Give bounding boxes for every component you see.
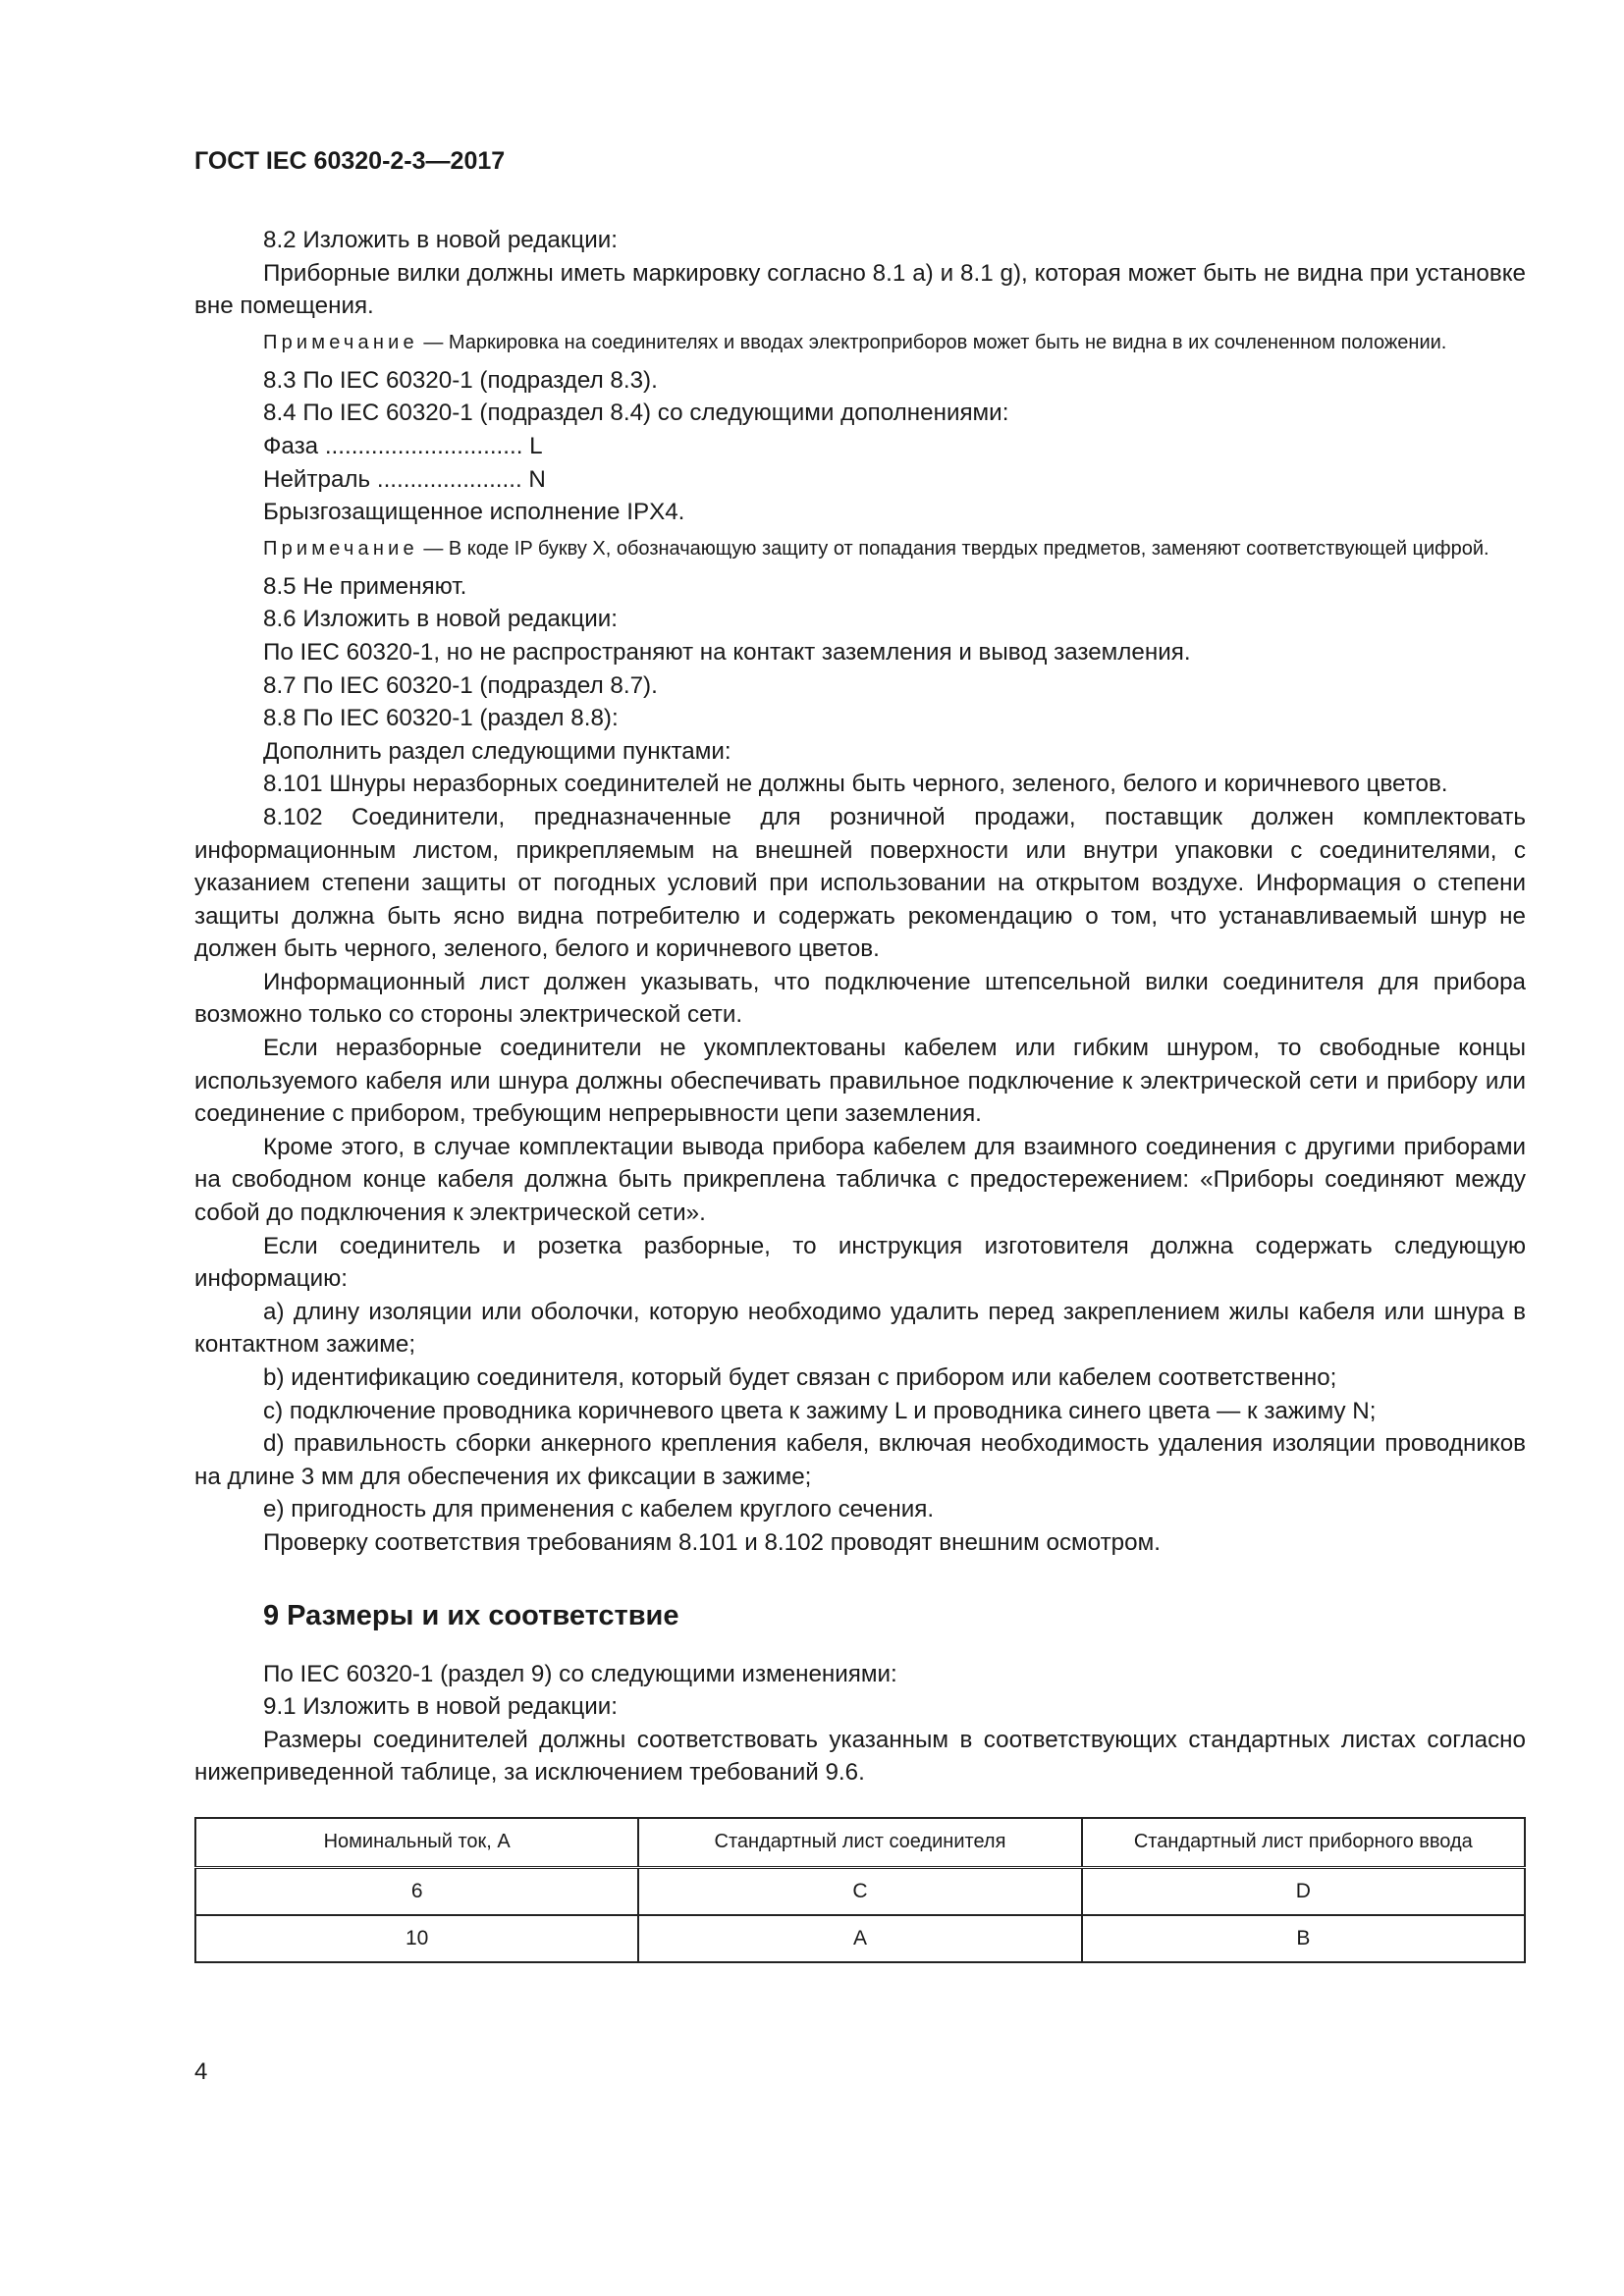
- info-sheet-paragraph: Информационный лист должен указывать, что подключение штепсельной вилки соединителя для прибора возможно только со стороны электрической сети.: [194, 968, 1526, 1029]
- list-item-c: c) подключение проводника коричневого цвета к зажиму L и проводника синего цвета — к зажиму N;: [263, 1397, 1377, 1424]
- clause-8-2-text: Приборные вилки должны иметь маркировку согласно 8.1 а) и 8.1 g), которая может быть не видна при установке вне помещения.: [194, 259, 1526, 320]
- document-code: ГОСТ IEC 60320-2-3—2017: [194, 147, 506, 175]
- table-header-cell: Стандартный лист соединителя: [638, 1818, 1081, 1868]
- clause-9-1-text: Размеры соединителей должны соответствовать указанным в соответствующих стандартных листах согласно нижеприведенной таблице, за исключением требований 9.6.: [194, 1726, 1526, 1787]
- non-rewirable-paragraph: Если неразборные соединители не укомплектованы кабелем или гибким шнуром, то свободные концы используемого кабеля или шнура должны обеспечивать правильное подключение к электрической сети и прибору или соединение с прибором, требующим непрерывности цепи заземления.: [194, 1035, 1526, 1128]
- neutral-line: Нейтраль ...................... N: [263, 465, 546, 493]
- splash-line: Брызгозащищенное исполнение IPX4.: [263, 499, 685, 526]
- clause-8-3: 8.3 По IEC 60320-1 (подраздел 8.3).: [263, 366, 658, 394]
- table-header-row: [195, 1818, 1525, 1868]
- table-cell: D: [1082, 1867, 1525, 1915]
- table-cell: 10: [195, 1915, 638, 1962]
- list-item-e: e) пригодность для применения с кабелем круглого сечения.: [263, 1496, 935, 1523]
- page-number: 4: [194, 2058, 208, 2085]
- dimensions-table: [194, 1817, 1526, 1963]
- clause-8-4: 8.4 По IEC 60320-1 (подраздел 8.4) со следующими дополнениями:: [263, 400, 1009, 427]
- supplement-line: Дополнить раздел следующими пунктами:: [263, 737, 731, 765]
- table-cell: C: [638, 1867, 1081, 1915]
- clause-8-101: 8.101 Шнуры неразборных соединителей не должны быть черного, зеленого, белого и коричневого цветов.: [263, 771, 1448, 798]
- list-item-a: a) длину изоляции или оболочки, которую необходимо удалить перед закреплением жилы кабеля или шнура в контактном зажиме;: [194, 1298, 1526, 1359]
- check-paragraph: Проверку соответствия требованиям 8.101 и 8.102 проводят внешним осмотром.: [263, 1528, 1161, 1556]
- section-9-intro: По IEC 60320-1 (раздел 9) со следующими изменениями:: [263, 1660, 897, 1687]
- clause-8-102: 8.102 Соединители, предназначенные для розничной продажи, поставщик должен комплектовать информационным листом, прикрепляемым на внешней поверхности или внутри упаковки с соединителями, с указанием степени защиты от погодных условий при использовании на открытом воздухе. Информация о степени защиты должна быть ясно видна потребителю и содержать рекомендацию о том, что устанавливаемый шнур не должен быть черного, зеленого, белого и коричневого цветов.: [194, 803, 1526, 963]
- table-row: [195, 1915, 1525, 1962]
- section-9-heading: 9 Размеры и их соответствие: [263, 1599, 679, 1631]
- note-1: [194, 329, 1526, 357]
- note-label: Примечание: [263, 331, 418, 353]
- clause-8-6-text: По IEC 60320-1, но не распространяют на контакт заземления и вывод заземления.: [263, 638, 1191, 666]
- table-row: [195, 1867, 1525, 1915]
- list-item-d: d) правильность сборки анкерного крепления кабеля, включая необходимость удаления изоляции проводников на длине 3 мм для обеспечения их фиксации в зажиме;: [194, 1430, 1526, 1490]
- table-cell: 6: [195, 1867, 638, 1915]
- rewirable-paragraph: Если соединитель и розетка разборные, то инструкция изготовителя должна содержать следующую информацию:: [194, 1232, 1526, 1293]
- list-item-b: b) идентификацию соединителя, который будет связан с прибором или кабелем соответственно;: [263, 1364, 1337, 1391]
- table-cell: A: [638, 1915, 1081, 1962]
- note-text: — Маркировка на соединителях и вводах электроприборов может быть не видна в их сочлененном положении.: [417, 331, 1447, 353]
- phase-line: Фаза .............................. L: [263, 432, 543, 459]
- clause-8-5: 8.5 Не применяют.: [263, 572, 467, 600]
- table-cell: B: [1082, 1915, 1525, 1962]
- page-body: [194, 224, 1526, 1963]
- table-header-cell: Номинальный ток, А: [195, 1818, 638, 1868]
- clause-8-2-title: 8.2 Изложить в новой редакции:: [263, 227, 618, 253]
- clause-9-1-title: 9.1 Изложить в новой редакции:: [263, 1693, 618, 1721]
- clause-8-6-title: 8.6 Изложить в новой редакции:: [263, 606, 618, 633]
- note-label: Примечание: [263, 537, 418, 560]
- table-header-cell: Стандартный лист приборного ввода: [1082, 1818, 1525, 1868]
- clause-8-8: 8.8 По IEC 60320-1 (раздел 8.8):: [263, 705, 619, 732]
- clause-8-7: 8.7 По IEC 60320-1 (подраздел 8.7).: [263, 671, 658, 699]
- note-2: [194, 535, 1526, 563]
- note-text: — В коде IP букву X, обозначающую защиту от попадания твердых предметов, заменяют соответствующей цифрой.: [417, 537, 1489, 560]
- besides-paragraph: Кроме этого, в случае комплектации вывода прибора кабелем для взаимного соединения с другими приборами на свободном конце кабеля должна быть прикреплена табличка с предостережением: «Приборы соединяют между собой до подключения к электрической сети».: [194, 1133, 1526, 1227]
